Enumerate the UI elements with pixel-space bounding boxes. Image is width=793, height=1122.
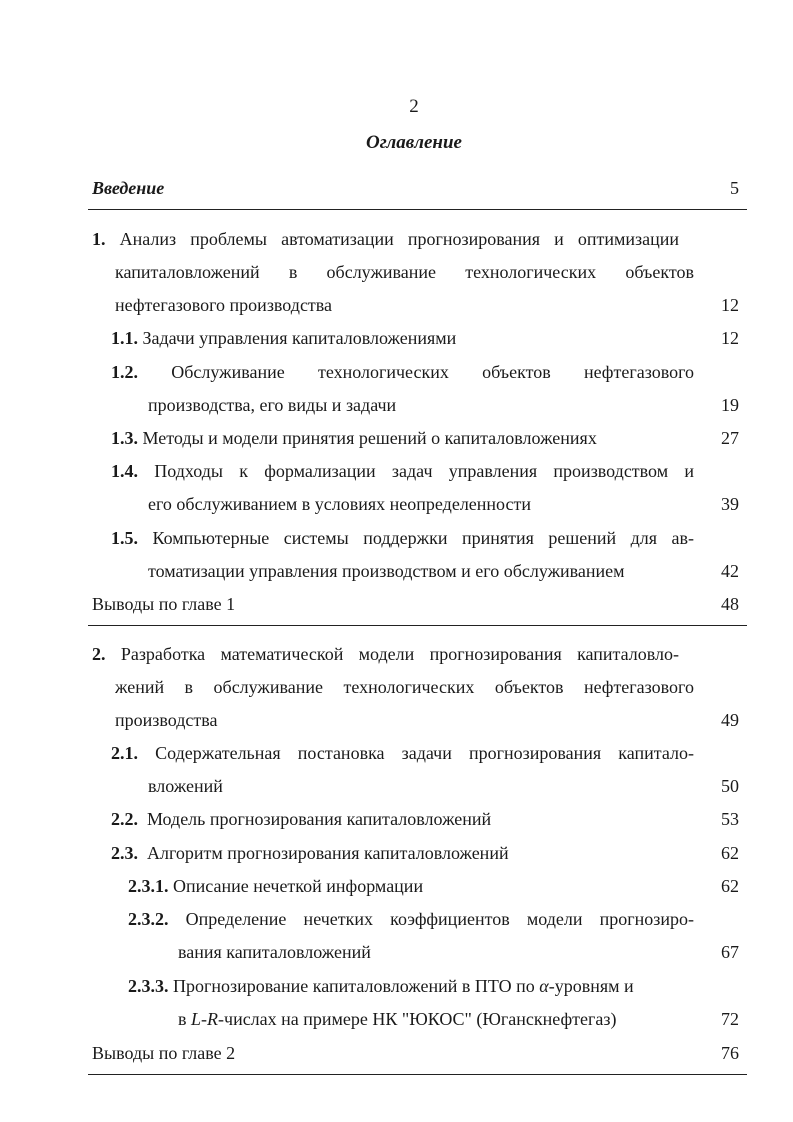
section-title-line: Подходы к формализации задач управления производством и <box>154 461 694 481</box>
toc-page-number: 27 <box>721 428 739 448</box>
toc-page-number: 12 <box>721 295 739 315</box>
toc-section-2-3-2[interactable] <box>128 903 739 936</box>
r-symbol: R <box>207 1009 219 1029</box>
alpha-symbol: α <box>539 976 549 996</box>
section-title-part: Прогнозирование капиталовложений в ПТО по <box>173 976 540 996</box>
toc-section-2-1[interactable] <box>111 737 739 770</box>
toc-section-1-4-end <box>148 488 739 521</box>
toc-section-1-1[interactable] <box>111 322 739 355</box>
toc-section-1-4[interactable] <box>111 455 739 488</box>
toc-page-number: 49 <box>721 710 739 730</box>
toc-page-number: 76 <box>721 1043 739 1063</box>
toc-conclusions-2[interactable] <box>92 1037 739 1070</box>
section-title-line: Определение нечетких коэффициентов модели прогнозиро- <box>185 909 694 929</box>
toc-section-2-3[interactable] <box>111 837 739 870</box>
section-title: Задачи управления капиталовложениями <box>142 328 457 348</box>
toc-chapter-1[interactable] <box>92 223 739 256</box>
toc-section-1-5[interactable] <box>111 522 739 555</box>
toc-page-number: 62 <box>721 876 739 896</box>
section-title-line: Компьютерные системы поддержки принятия решений для ав- <box>152 528 694 548</box>
toc-page-number: 12 <box>721 328 739 348</box>
toc-page-number: 19 <box>721 395 739 415</box>
section-number: 2.1. <box>111 743 138 763</box>
section-number: 1.5. <box>111 528 138 548</box>
toc-section-1-3[interactable] <box>111 422 739 455</box>
section-number: 2.3.2. <box>128 909 169 929</box>
toc-chapter-2-cont <box>115 671 739 704</box>
section-number: 1.4. <box>111 461 138 481</box>
toc-page-number: 48 <box>721 594 739 614</box>
toc-page-number: 67 <box>721 942 739 962</box>
toc-page-number: 53 <box>721 809 739 829</box>
toc-chapter-1-cont <box>115 256 739 289</box>
chapter-title-line: Анализ проблемы автоматизации прогнозирования и оптимизации <box>119 229 679 249</box>
page-number: 2 <box>409 96 419 117</box>
section-number: 1.1. <box>111 328 138 348</box>
toc-section-2-3-2-end <box>178 936 739 969</box>
section-number: 2.3. <box>111 843 138 863</box>
divider <box>88 625 747 626</box>
page-title: Оглавление <box>366 132 462 153</box>
chapter-title-line: производства <box>115 710 218 730</box>
toc-page-number: 39 <box>721 494 739 514</box>
toc-page-number: 72 <box>721 1009 739 1029</box>
section-title-part: в <box>178 1009 191 1029</box>
toc-chapter-2-end <box>115 704 739 737</box>
toc-section-1-2-end <box>148 389 739 422</box>
toc-section-2-3-3[interactable] <box>128 970 739 1003</box>
section-number: 2.3.3. <box>128 976 169 996</box>
section-title-line: вложений <box>148 776 223 796</box>
section-number: 2.2. <box>111 809 138 829</box>
toc-section-1-5-end <box>148 555 739 588</box>
dash-symbol: - <box>201 1009 208 1029</box>
section-title: Модель прогнозирования капиталовложений <box>147 809 492 829</box>
toc-page-number: 42 <box>721 561 739 581</box>
toc-section-2-3-1[interactable] <box>128 870 739 903</box>
l-symbol: L <box>191 1009 202 1029</box>
toc-page-number: 62 <box>721 843 739 863</box>
section-title-line: вания капиталовложений <box>178 942 371 962</box>
toc-page-number: 5 <box>730 178 739 198</box>
chapter-number: 1. <box>92 229 106 249</box>
section-number: 1.2. <box>111 362 138 382</box>
toc-chapter-1-end <box>115 289 739 322</box>
section-number: 2.3.1. <box>128 876 169 896</box>
section-title-line: его обслуживанием в условиях неопределенности <box>148 494 531 514</box>
chapter-title-line: капиталовложений в обслуживание технологических объектов <box>115 262 694 282</box>
divider <box>88 1074 747 1075</box>
toc-entry-intro[interactable] <box>92 172 739 205</box>
conclusions-label: Выводы по главе 2 <box>92 1043 236 1063</box>
section-title-part: -уровням и <box>548 976 634 996</box>
conclusions-label: Выводы по главе 1 <box>92 594 236 614</box>
chapter-number: 2. <box>92 644 106 664</box>
toc-conclusions-1[interactable] <box>92 588 739 621</box>
toc-section-1-2[interactable] <box>111 356 739 389</box>
section-title: Алгоритм прогнозирования капиталовложений <box>147 843 509 863</box>
toc-page-number: 50 <box>721 776 739 796</box>
section-number: 1.3. <box>111 428 138 448</box>
chapter-title-line: нефтегазового производства <box>115 295 333 315</box>
section-title-line: Содержательная постановка задачи прогнозирования капитало- <box>155 743 694 763</box>
toc-chapter-2[interactable] <box>92 638 739 671</box>
toc-section-2-2[interactable] <box>111 803 739 836</box>
section-title: Методы и модели принятия решений о капиталовложениях <box>142 428 597 448</box>
section-title-line: Обслуживание технологических объектов нефтегазового <box>171 362 694 382</box>
chapter-title-line: Разработка математической модели прогнозирования капиталовло- <box>120 644 679 664</box>
section-title: Описание нечеткой информации <box>173 876 424 896</box>
section-title-part: -числах на примере НК "ЮКОС" (Юганскнефтегаз) <box>218 1009 617 1029</box>
section-title-line: томатизации управления производством и его обслуживанием <box>148 561 625 581</box>
toc-section-2-1-end <box>148 770 739 803</box>
toc-section-2-3-3-end <box>178 1003 739 1036</box>
divider <box>88 209 747 210</box>
chapter-title-line: жений в обслуживание технологических объектов нефтегазового <box>115 677 694 697</box>
toc-entry-label: Введение <box>92 178 165 198</box>
section-title-line: производства, его виды и задачи <box>148 395 397 415</box>
